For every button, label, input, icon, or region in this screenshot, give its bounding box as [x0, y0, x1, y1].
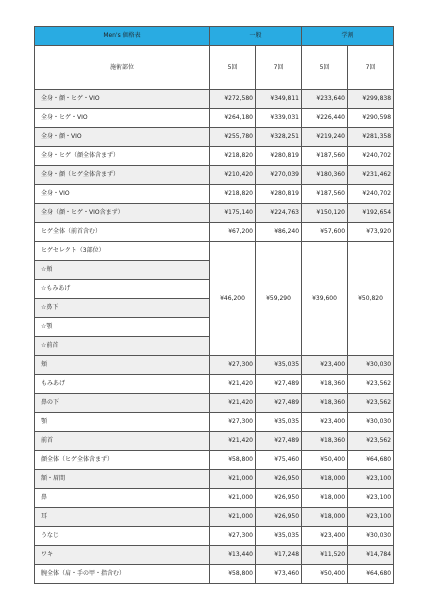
table-row [35, 546, 394, 565]
price-cell: ¥11,520 [302, 546, 348, 565]
row-label: 全身・顔・ヒゲ・VIO [35, 90, 210, 109]
price-cell: ¥18,360 [302, 375, 348, 394]
price-cell: ¥58,800 [210, 451, 256, 470]
price-cell: ¥18,360 [302, 432, 348, 451]
price-cell: ¥224,763 [256, 204, 302, 223]
price-cell: ¥59,290 [256, 242, 302, 356]
row-label: 全身・VIO [35, 185, 210, 204]
table-row [35, 508, 394, 527]
price-cell: ¥23,100 [348, 470, 394, 489]
table-row [35, 527, 394, 546]
price-cell: ¥349,811 [256, 90, 302, 109]
price-cell: ¥192,654 [348, 204, 394, 223]
price-cell: ¥23,400 [302, 527, 348, 546]
price-cell: ¥26,950 [256, 470, 302, 489]
price-cell: ¥86,240 [256, 223, 302, 242]
price-cell: ¥35,035 [256, 413, 302, 432]
price-cell: ¥67,200 [210, 223, 256, 242]
price-cell: ¥30,030 [348, 413, 394, 432]
price-cell: ¥27,300 [210, 413, 256, 432]
price-cell: ¥21,420 [210, 432, 256, 451]
price-cell: ¥21,000 [210, 470, 256, 489]
table-row [35, 432, 394, 451]
price-cell: ¥57,600 [302, 223, 348, 242]
row-label: 額・眉間 [35, 470, 210, 489]
row-label: ワキ [35, 546, 210, 565]
price-cell: ¥18,360 [302, 394, 348, 413]
price-cell: ¥240,702 [348, 147, 394, 166]
price-cell: ¥255,780 [210, 128, 256, 147]
price-cell: ¥27,300 [210, 356, 256, 375]
price-cell: ¥73,460 [256, 565, 302, 584]
price-cell: ¥299,838 [348, 90, 394, 109]
price-cell: ¥27,489 [256, 394, 302, 413]
row-label: ☆顎 [35, 318, 210, 337]
table-header-row [35, 27, 394, 46]
price-cell: ¥64,680 [348, 565, 394, 584]
price-cell: ¥23,562 [348, 432, 394, 451]
row-label: 鼻 [35, 489, 210, 508]
table-row [35, 489, 394, 508]
row-label: ☆もみあげ [35, 280, 210, 299]
price-cell: ¥240,702 [348, 185, 394, 204]
table-row [35, 451, 394, 470]
price-table [34, 26, 394, 584]
group-general-header: 一般 [210, 27, 302, 46]
price-cell: ¥21,000 [210, 489, 256, 508]
price-cell: ¥18,000 [302, 508, 348, 527]
student-5-header: 5回 [302, 46, 348, 90]
row-label: ☆前首 [35, 337, 210, 356]
row-label: 全身（顔・ヒゲ・VIO含まず） [35, 204, 210, 223]
price-cell: ¥58,800 [210, 565, 256, 584]
price-cell: ¥27,489 [256, 432, 302, 451]
table-subheader-row [35, 46, 394, 90]
row-label: 腕全体（肩・手の甲・指含む） [35, 565, 210, 584]
price-cell: ¥23,100 [348, 508, 394, 527]
table-row [35, 394, 394, 413]
price-cell: ¥27,489 [256, 375, 302, 394]
row-label: ☆鼻下 [35, 299, 210, 318]
row-label: もみあげ [35, 375, 210, 394]
row-label: 全身・ヒゲ（顔全体含まず） [35, 147, 210, 166]
price-cell: ¥46,200 [210, 242, 256, 356]
price-cell: ¥272,580 [210, 90, 256, 109]
price-cell: ¥30,030 [348, 356, 394, 375]
row-label: 鼻の下 [35, 394, 210, 413]
price-cell: ¥64,680 [348, 451, 394, 470]
price-cell: ¥27,300 [210, 527, 256, 546]
price-cell: ¥23,562 [348, 375, 394, 394]
price-cell: ¥231,462 [348, 166, 394, 185]
price-cell: ¥18,000 [302, 489, 348, 508]
table-row [35, 109, 394, 128]
row-label: 頬 [35, 356, 210, 375]
student-7-header: 7回 [348, 46, 394, 90]
price-cell: ¥218,820 [210, 185, 256, 204]
price-cell: ¥290,598 [348, 109, 394, 128]
price-cell: ¥280,819 [256, 147, 302, 166]
table-row [35, 375, 394, 394]
table-row [35, 413, 394, 432]
row-label: 全身・顔（ヒゲ全体含まず） [35, 166, 210, 185]
price-cell: ¥18,000 [302, 470, 348, 489]
table-row [35, 204, 394, 223]
price-cell: ¥75,460 [256, 451, 302, 470]
table-title: Men's 価格表 [35, 27, 210, 46]
price-cell: ¥150,120 [302, 204, 348, 223]
price-cell: ¥39,600 [302, 242, 348, 356]
general-5-header: 5回 [210, 46, 256, 90]
price-cell: ¥281,358 [348, 128, 394, 147]
table-row [35, 185, 394, 204]
table-row [35, 470, 394, 489]
price-cell: ¥50,820 [348, 242, 394, 356]
price-cell: ¥21,420 [210, 375, 256, 394]
row-label: 顔全体（ヒゲ全体含まず） [35, 451, 210, 470]
price-cell: ¥26,950 [256, 489, 302, 508]
price-cell: ¥328,251 [256, 128, 302, 147]
treatment-area-header: 施術部位 [35, 46, 210, 90]
row-label: ヒゲ全体（前首含む） [35, 223, 210, 242]
price-cell: ¥30,030 [348, 527, 394, 546]
price-cell: ¥35,035 [256, 356, 302, 375]
row-label: 顎 [35, 413, 210, 432]
table-row [35, 242, 394, 261]
price-cell: ¥219,240 [302, 128, 348, 147]
price-cell: ¥14,784 [348, 546, 394, 565]
table-row [35, 166, 394, 185]
price-cell: ¥23,100 [348, 489, 394, 508]
price-cell: ¥175,140 [210, 204, 256, 223]
price-cell: ¥21,000 [210, 508, 256, 527]
price-cell: ¥50,400 [302, 451, 348, 470]
price-cell: ¥280,819 [256, 185, 302, 204]
price-cell: ¥21,420 [210, 394, 256, 413]
price-cell: ¥180,360 [302, 166, 348, 185]
price-cell: ¥23,562 [348, 394, 394, 413]
price-cell: ¥187,560 [302, 147, 348, 166]
price-cell: ¥218,820 [210, 147, 256, 166]
price-cell: ¥339,031 [256, 109, 302, 128]
table-row [35, 565, 394, 584]
table-row [35, 90, 394, 109]
price-cell: ¥226,440 [302, 109, 348, 128]
price-cell: ¥233,640 [302, 90, 348, 109]
row-label: 全身・顔・VIO [35, 128, 210, 147]
group-student-header: 学割 [302, 27, 394, 46]
row-label: うなじ [35, 527, 210, 546]
price-cell: ¥264,180 [210, 109, 256, 128]
row-label: ☆頬 [35, 261, 210, 280]
table-row [35, 223, 394, 242]
row-label: 耳 [35, 508, 210, 527]
table-row [35, 356, 394, 375]
price-cell: ¥50,400 [302, 565, 348, 584]
price-cell: ¥187,560 [302, 185, 348, 204]
table-row [35, 147, 394, 166]
price-cell: ¥73,920 [348, 223, 394, 242]
price-cell: ¥26,950 [256, 508, 302, 527]
row-label: 前首 [35, 432, 210, 451]
price-cell: ¥13,440 [210, 546, 256, 565]
row-label: 全身・ヒゲ・VIO [35, 109, 210, 128]
price-cell: ¥270,039 [256, 166, 302, 185]
price-cell: ¥17,248 [256, 546, 302, 565]
table-row [35, 128, 394, 147]
row-label: ヒゲセレクト（3部位） [35, 242, 210, 261]
price-cell: ¥210,420 [210, 166, 256, 185]
price-cell: ¥35,035 [256, 527, 302, 546]
price-cell: ¥23,400 [302, 413, 348, 432]
general-7-header: 7回 [256, 46, 302, 90]
price-cell: ¥23,400 [302, 356, 348, 375]
